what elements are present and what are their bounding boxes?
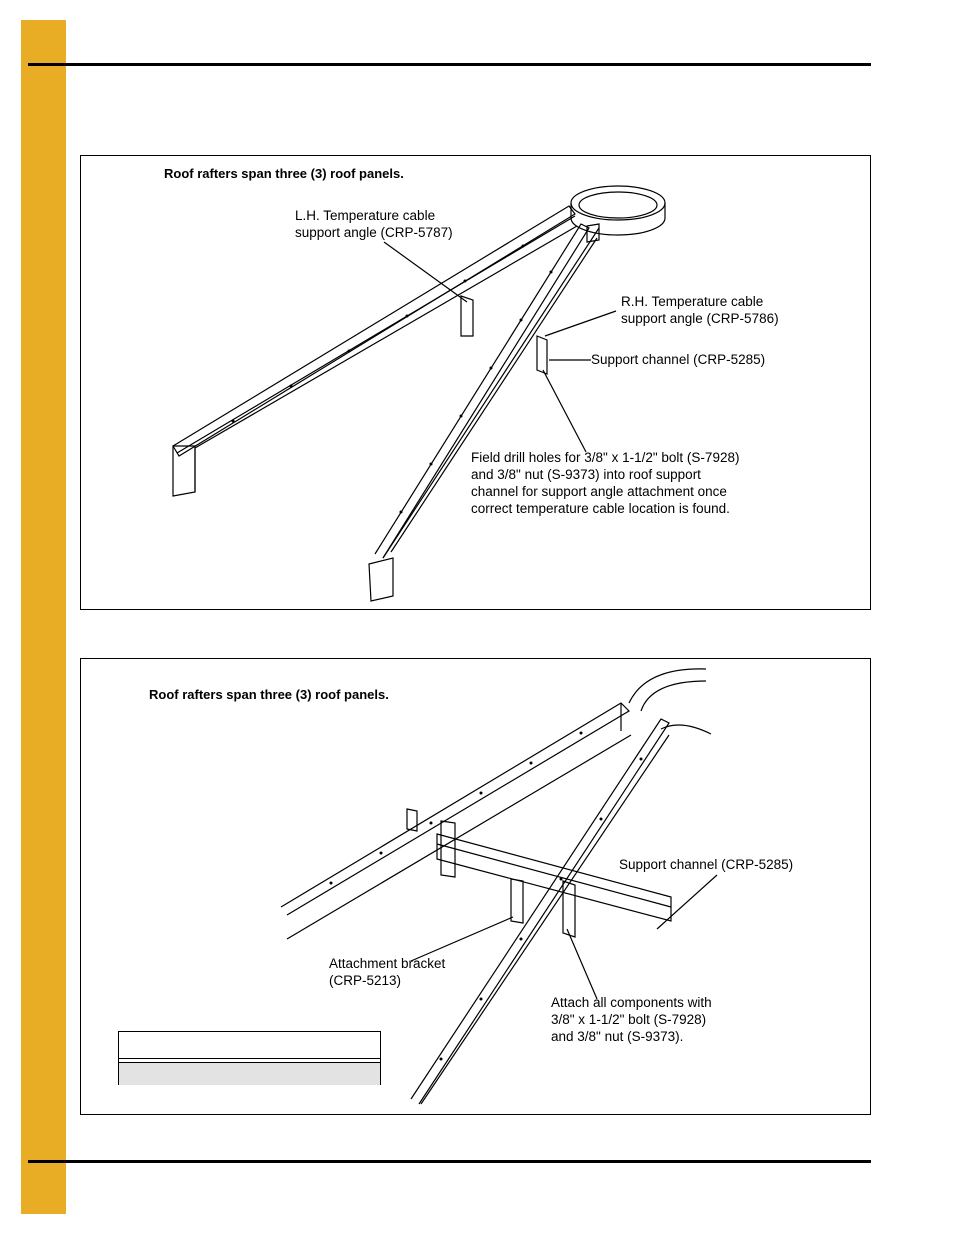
support-channel-label: Support channel (CRP-5285) xyxy=(591,352,766,367)
figure-2-box xyxy=(80,658,871,1115)
leader-attach-all xyxy=(567,929,597,999)
leader-rh-angle xyxy=(545,311,616,336)
right-rafter-end xyxy=(369,558,393,601)
header-rule xyxy=(28,63,871,66)
leader-field-drill xyxy=(543,370,586,452)
left-rafter xyxy=(281,703,629,915)
lh-temperature-cable-label: L.H. Temperature cable support angle (CRP-5787) xyxy=(295,208,453,240)
figure-2-caption: Roof rafters span three (3) roof panels. xyxy=(149,687,389,702)
figure-1-box xyxy=(80,155,871,610)
figure-1-caption: Roof rafters span three (3) roof panels. xyxy=(164,166,404,181)
compression-ring-top xyxy=(571,186,665,220)
figure-1-rafter-drawing xyxy=(81,156,870,609)
legend-box xyxy=(118,1031,381,1085)
attachment-bracket-label: Attachment bracket (CRP-5213) xyxy=(329,956,446,988)
legend-row-top xyxy=(119,1032,380,1059)
attachment-bracket-2 xyxy=(511,879,523,923)
rh-temperature-cable-label: R.H. Temperature cable support angle (CRP-5786) xyxy=(621,294,779,326)
footer-rule xyxy=(28,1160,871,1163)
attachment-bracket-1 xyxy=(441,821,455,877)
support-channel xyxy=(437,834,671,921)
leader-support-channel-2 xyxy=(657,875,717,929)
right-rafter xyxy=(411,719,669,1104)
field-drill-holes-label: Field drill holes for 3/8" x 1-1/2" bolt (S-7928) and 3/8" nut (S-9373) into roof support channel for support angle attachment once correct temperature cable location is found. xyxy=(471,450,740,516)
chapter-color-bar xyxy=(21,20,66,1214)
rh-support-angle xyxy=(537,336,547,374)
support-channel-label-2: Support channel (CRP-5285) xyxy=(619,857,794,872)
compression-ring-side xyxy=(571,203,665,235)
legend-row-shaded xyxy=(119,1062,380,1085)
attach-all-components-label: Attach all components with 3/8" x 1-1/2" bolt (S-7928) and 3/8" nut (S-9373). xyxy=(551,995,712,1044)
compression-ring-inner xyxy=(579,192,657,218)
